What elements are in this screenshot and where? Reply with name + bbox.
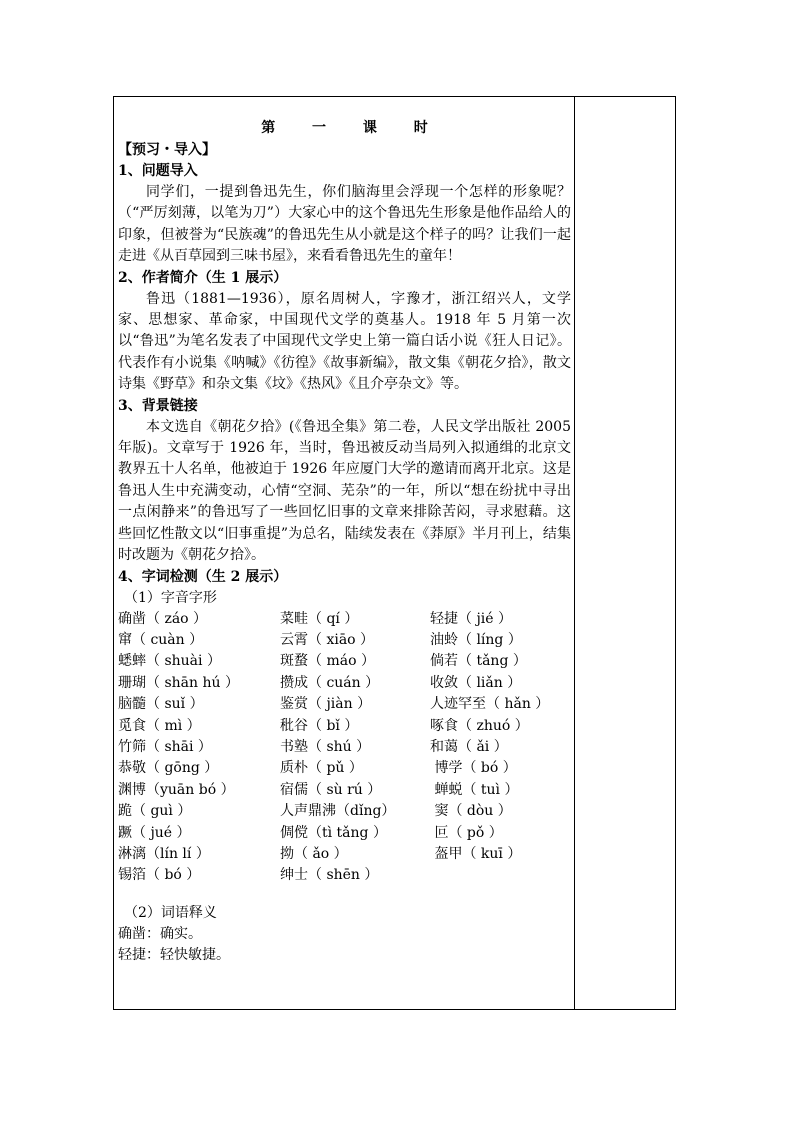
- lesson-content: [118, 118, 571, 966]
- vocab-item: 倘若（ tǎng ）: [430, 653, 527, 670]
- section-2-heading: 2、作者简介（生 1 展示）: [118, 269, 288, 286]
- vocab-item: 蟋蟀（ shuài ）: [118, 653, 221, 670]
- vocab-item: 确凿（ záo ）: [118, 610, 208, 627]
- vocab-item: 宿儒（ sù rú ）: [280, 781, 382, 798]
- subsection-pronunciation: （1）字音字形: [124, 589, 217, 606]
- section-3-body: 本文选自《朝花夕拾》(《鲁迅全集》第二卷，人民文学出版社 2005 年版)。文章写于 1926 年，当时，鲁迅被反动当局列入拟通缉的北京文教界五十人名单，他被迫于 1926 年应厦门大学的邀请而离开北京。这是鲁迅人生中充满变动，心情“空洞、芜杂”的一年，所以“想在纷扰中寻出一点闲静来”的鲁迅写了一些回忆旧事的文章来排除苦闷，寻求慰藉。这些回忆性散文以“旧事重提”为总名，陆续发表在《莽原》半月刊上，结集时改题为《朝花夕拾》。: [118, 418, 571, 564]
- vocab-item: 脑髓（ suǐ ）: [118, 696, 204, 713]
- vocab-item: 蹶（ jué ）: [118, 824, 191, 841]
- subsection-definitions: （2）词语释义: [124, 904, 217, 921]
- vocab-item: 鉴赏（ jiàn ）: [280, 696, 372, 713]
- vocab-item: 窜（ cuàn ）: [118, 631, 204, 648]
- section-4-heading: 4、字词检测（生 2 展示）: [118, 568, 288, 585]
- vocab-item: 人迹罕至（ hǎn ）: [430, 696, 550, 713]
- vocab-item: 蝉蜕（ tuì ）: [430, 781, 519, 798]
- vocab-item: 啄食（ zhuó ）: [430, 717, 529, 734]
- vocab-item: 跪（ guì ）: [118, 803, 192, 820]
- vocab-item: 绅士（ shēn ）: [280, 867, 379, 884]
- vocab-item: 拗（ ǎo ）: [280, 845, 348, 862]
- vocab-item: 竹筛（ shāi ）: [118, 738, 212, 755]
- section-3-heading: 3、背景链接: [118, 397, 198, 414]
- vocab-item: 叵（ pǒ ）: [430, 824, 503, 841]
- vocab-item: 和蔼（ ǎi ）: [430, 738, 508, 755]
- vocab-item: 书塾（ shú ）: [280, 738, 371, 755]
- vocab-item: 菜畦（ qí ）: [280, 610, 359, 627]
- vocab-item: 轻捷（ jié ）: [430, 610, 513, 627]
- vocab-item: 淋漓（lín lí ）: [118, 845, 210, 862]
- vocab-item: 油蛉（ líng ）: [430, 631, 522, 648]
- section-2-body: 鲁迅（1881—1936），原名周树人，字豫才，浙江绍兴人，文学家、思想家、革命家，中国现代文学的奠基人。1918 年 5 月第一次以“鲁迅”为笔名发表了中国现代文学史上第一篇白话小说《狂人日记》。代表作有小说集《呐喊》《彷徨》《故事新编》，散文集《朝花夕拾》，散文诗集《野草》和杂文集《坟》《热风》《且介亭杂文》等。: [118, 290, 571, 393]
- vocab-item: 秕谷（ bǐ ）: [280, 717, 359, 734]
- vocab-item: 盔甲（ kuī ）: [430, 845, 522, 862]
- vocab-item: 攒成（ cuán ）: [280, 674, 380, 691]
- definition-2: 轻捷：轻快敏捷。: [118, 946, 230, 963]
- vocab-item: 倜傥（tì tǎng ）: [280, 824, 387, 841]
- vocab-item: 人声鼎沸（dǐng）: [280, 803, 396, 820]
- vocab-item: 斑蝥（ máo ）: [280, 653, 375, 670]
- vocab-item: 觅食（ mì ）: [118, 717, 201, 734]
- page-title: 第 一 课 时: [261, 120, 444, 136]
- section-1-heading: 1、问题导入: [118, 163, 198, 179]
- section-1-body: 同学们，一提到鲁迅先生，你们脑海里会浮现一个怎样的形象呢？（“严厉刻薄，以笔为刀”）大家心中的这个鲁迅先生形象是他作品给人的印象，但被誉为“民族魂”的鲁迅先生从小就是这个样子的吗？让我们一起走进《从百草园到三味书屋》，来看看鲁迅先生的童年！: [118, 184, 571, 265]
- vocab-item: 窦（ dòu ）: [430, 803, 512, 820]
- vocab-item: 锡箔（ bó ）: [118, 867, 201, 884]
- vocab-item: 质朴（ pǔ ）: [280, 760, 363, 777]
- vocab-item: 云霄（ xiāo ）: [280, 631, 375, 648]
- vocab-item: 收敛（ liǎn ）: [430, 674, 522, 691]
- column-divider: [574, 96, 575, 1010]
- section-label: 【预习・导入】: [118, 142, 216, 158]
- vocab-item: 渊博（yuān bó ）: [118, 781, 235, 798]
- definition-1: 确凿：确实。: [118, 925, 202, 942]
- vocab-item: 博学（ bó ）: [430, 760, 517, 777]
- vocab-item: 珊瑚（ shān hú ）: [118, 674, 239, 691]
- vocab-item: 恭敬（ gōng ）: [118, 760, 219, 777]
- vocab-grid: [118, 609, 571, 903]
